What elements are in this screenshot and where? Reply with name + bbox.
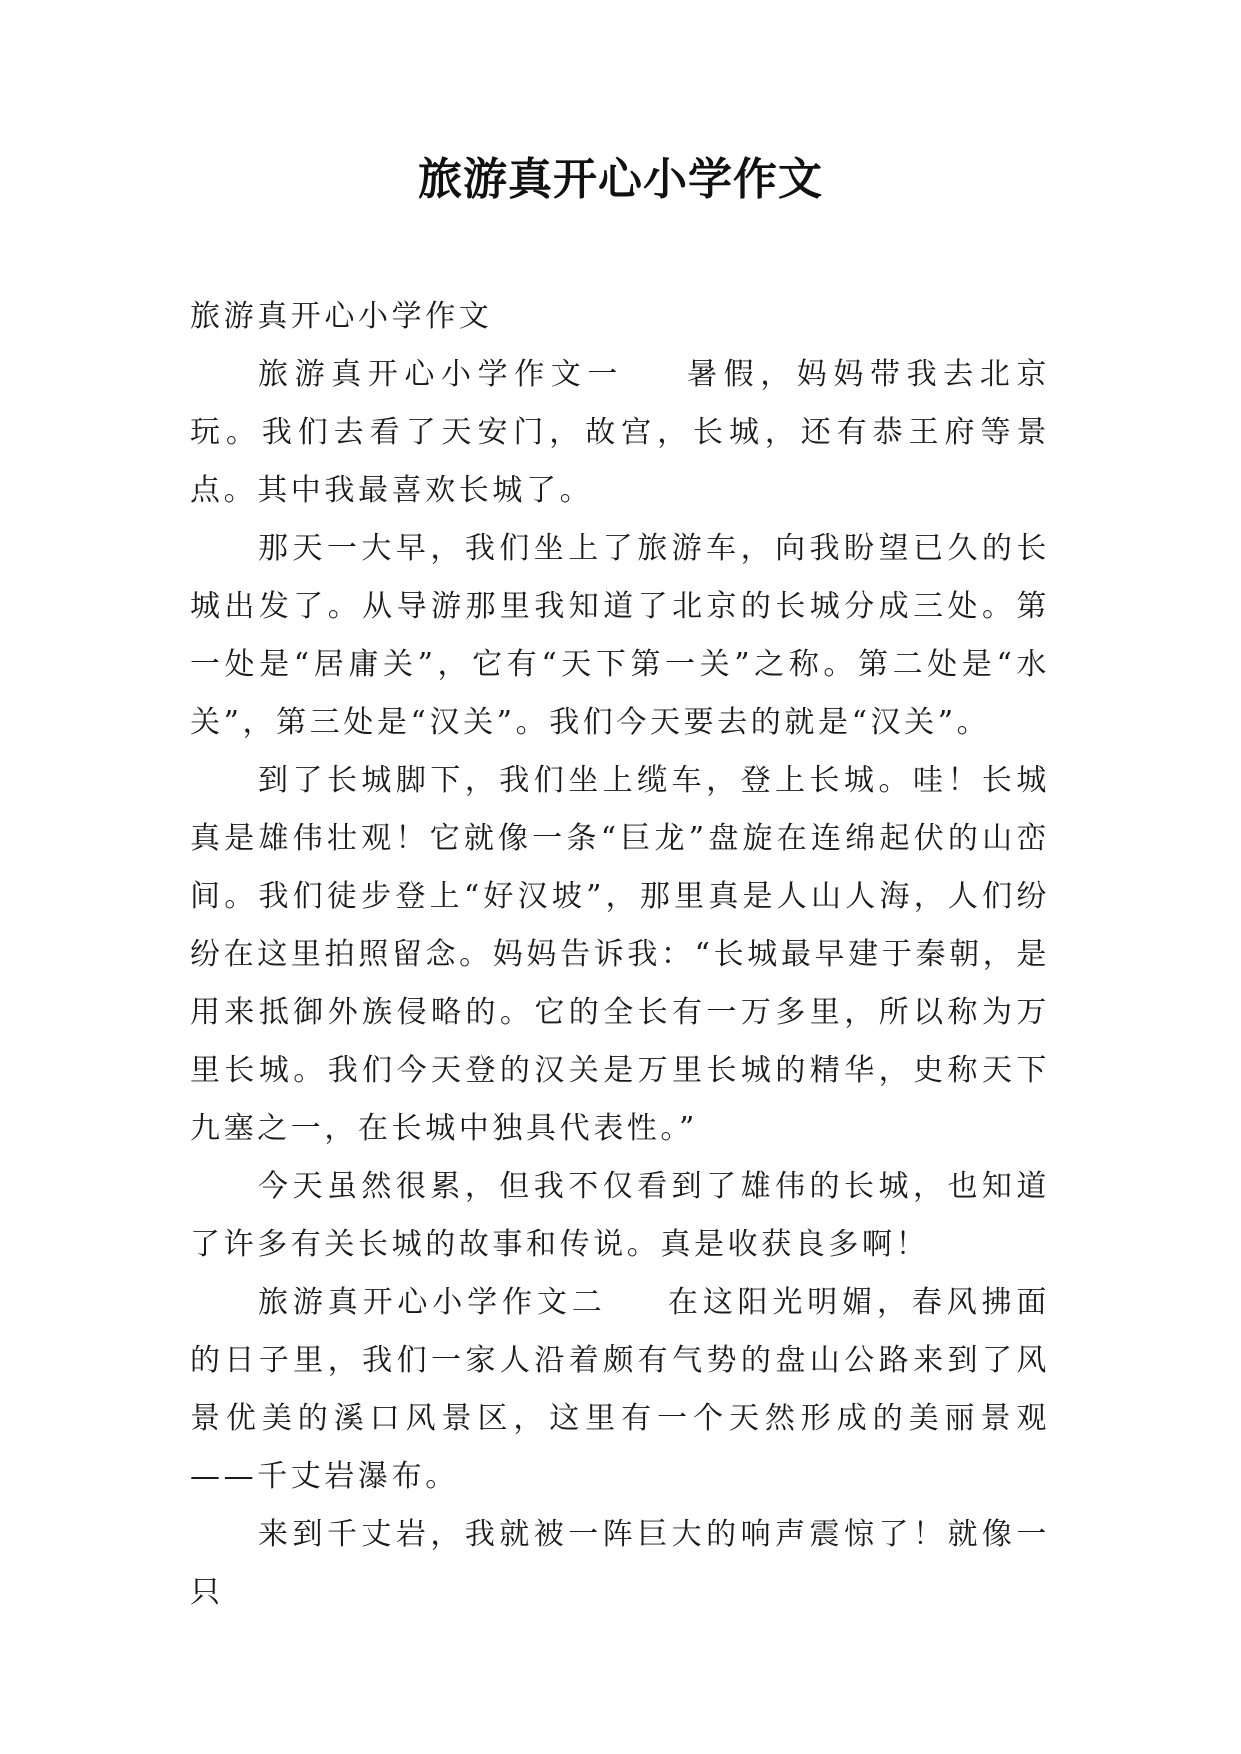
document-title: 旅游真开心小学作文 bbox=[418, 154, 823, 205]
document-body bbox=[190, 288, 1050, 1622]
section-heading: 旅游真开心小学作文二 bbox=[258, 1285, 607, 1320]
paragraph-text: 暑假，妈妈带我去北京玩。我们去看了天安门，故宫，长城，还有恭王府等景点。其中我最喜欢长城了。 bbox=[190, 357, 1050, 508]
document-subtitle: 旅游真开心小学作文 bbox=[190, 299, 493, 334]
paragraph: 到了长城脚下，我们坐上缆车，登上长城。哇！长城真是雄伟壮观！它就像一条“巨龙”盘旋在连绵起伏的山峦间。我们徒步登上“好汉坡”，那里真是人山人海，人们纷纷在这里拍照留念。妈妈告诉我：“长城最早建于秦朝，是用来抵御外族侵略的。它的全长有一万多里，所以称为万里长城。我们今天登的汉关是万里长城的精华，史称天下九塞之一，在长城中独具代表性。” bbox=[190, 763, 1050, 1146]
paragraph: 那天一大早，我们坐上了旅游车，向我盼望已久的长城出发了。从导游那里我知道了北京的长城分成三处。第一处是“居庸关”，它有“天下第一关”之称。第二处是“水关”，第三处是“汉关”。我们今天要去的就是“汉关”。 bbox=[190, 531, 1050, 740]
section-heading: 旅游真开心小学作文一 bbox=[258, 357, 624, 392]
paragraph-text: 在这阳光明媚，春风拂面的日子里，我们一家人沿着颇有气势的盘山公路来到了风景优美的溪口风景区，这里有一个天然形成的美丽景观——千丈岩瀑布。 bbox=[190, 1285, 1051, 1494]
paragraph bbox=[190, 1274, 1050, 1506]
paragraph: 今天虽然很累，但我不仅看到了雄伟的长城，也知道了许多有关长城的故事和传说。真是收获良多啊！ bbox=[190, 1169, 1050, 1262]
paragraph: 来到千丈岩，我就被一阵巨大的响声震惊了！就像一只 bbox=[190, 1517, 1050, 1610]
paragraph bbox=[190, 346, 1050, 520]
